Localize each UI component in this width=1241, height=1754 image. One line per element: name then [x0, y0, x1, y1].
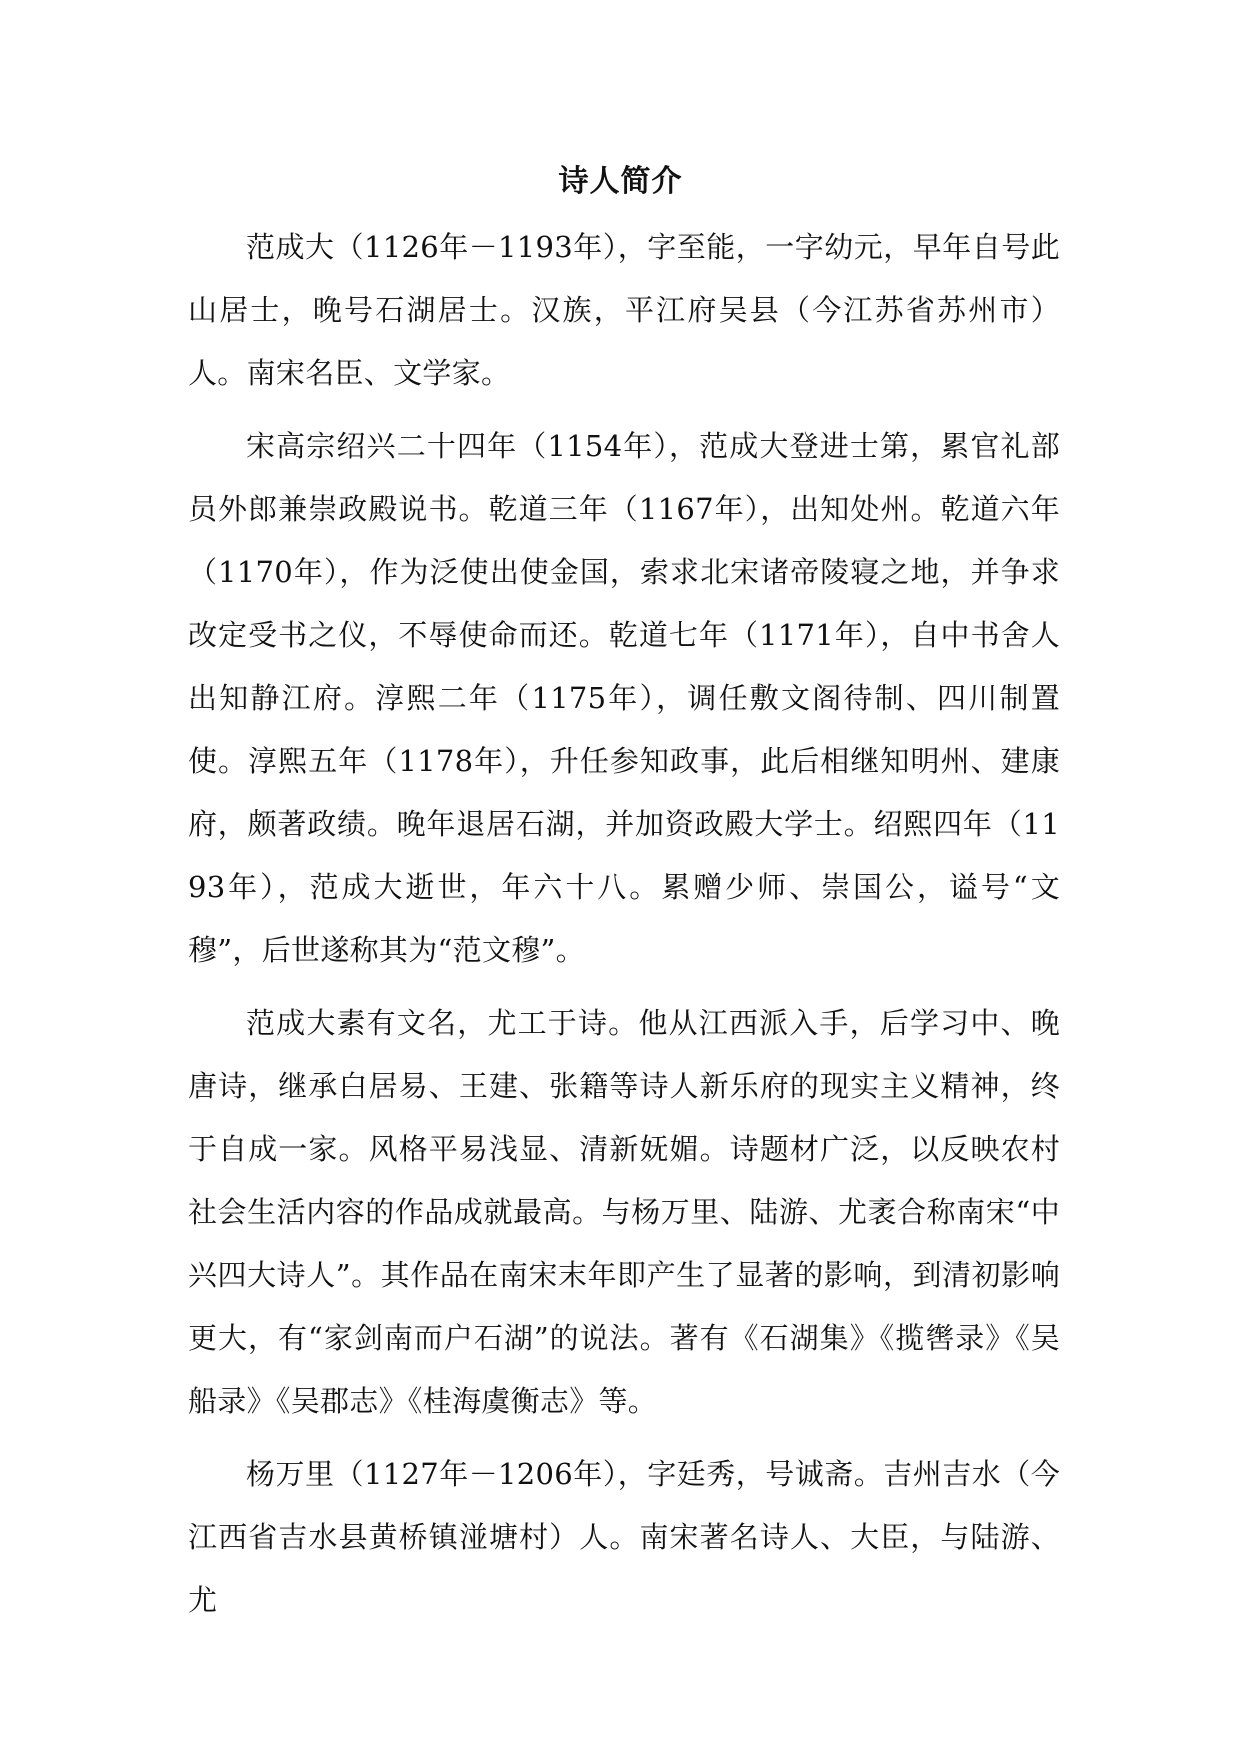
- document-body: [188, 216, 1060, 1642]
- paragraph-fan-chengda-poetry: 范成大素有文名，尤工于诗。他从江西派入手，后学习中、晚唐诗，继承白居易、王建、张籍等诗人新乐府的现实主义精神，终于自成一家。风格平易浅显、清新妩媚。诗题材广泛，以反映农村社会生活内容的作品成就最高。与杨万里、陆游、尤袤合称南宋“中兴四大诗人”。其作品在南宋末年即产生了显著的影响，到清初影响更大，有“家剑南而户石湖”的说法。著有《石湖集》《揽辔录》《吴船录》《吴郡志》《桂海虞衡志》等。: [188, 1006, 1060, 1418]
- paragraph-fan-chengda-career: 宋高宗绍兴二十四年（1154年），范成大登进士第，累官礼部员外郎兼崇政殿说书。乾道三年（1167年），出知处州。乾道六年（1170年），作为泛使出使金国，索求北宋诸帝陵寝之地，并争求改定受书之仪，不辱使命而还。乾道七年（1171年），自中书舍人出知静江府。淳熙二年（1175年），调任敷文阁待制、四川制置使。淳熙五年（1178年），升任参知政事，此后相继知明州、建康府，颇著政绩。晚年退居石湖，并加资政殿大学士。绍熙四年（1193年），范成大逝世，年六十八。累赠少师、崇国公，谥号“文穆”，后世遂称其为“范文穆”。: [188, 429, 1060, 967]
- paragraph-yang-wanli-intro: 杨万里（1127年－1206年），字廷秀，号诚斋。吉州吉水（今江西省吉水县黄桥镇湴塘村）人。南宋著名诗人、大臣，与陆游、尤: [188, 1457, 1060, 1617]
- paragraph-fan-chengda-intro: 范成大（1126年－1193年），字至能，一字幼元，早年自号此山居士，晚号石湖居士。汉族，平江府吴县（今江苏省苏州市）人。南宋名臣、文学家。: [188, 230, 1060, 390]
- page-title: 诗人简介: [558, 164, 683, 199]
